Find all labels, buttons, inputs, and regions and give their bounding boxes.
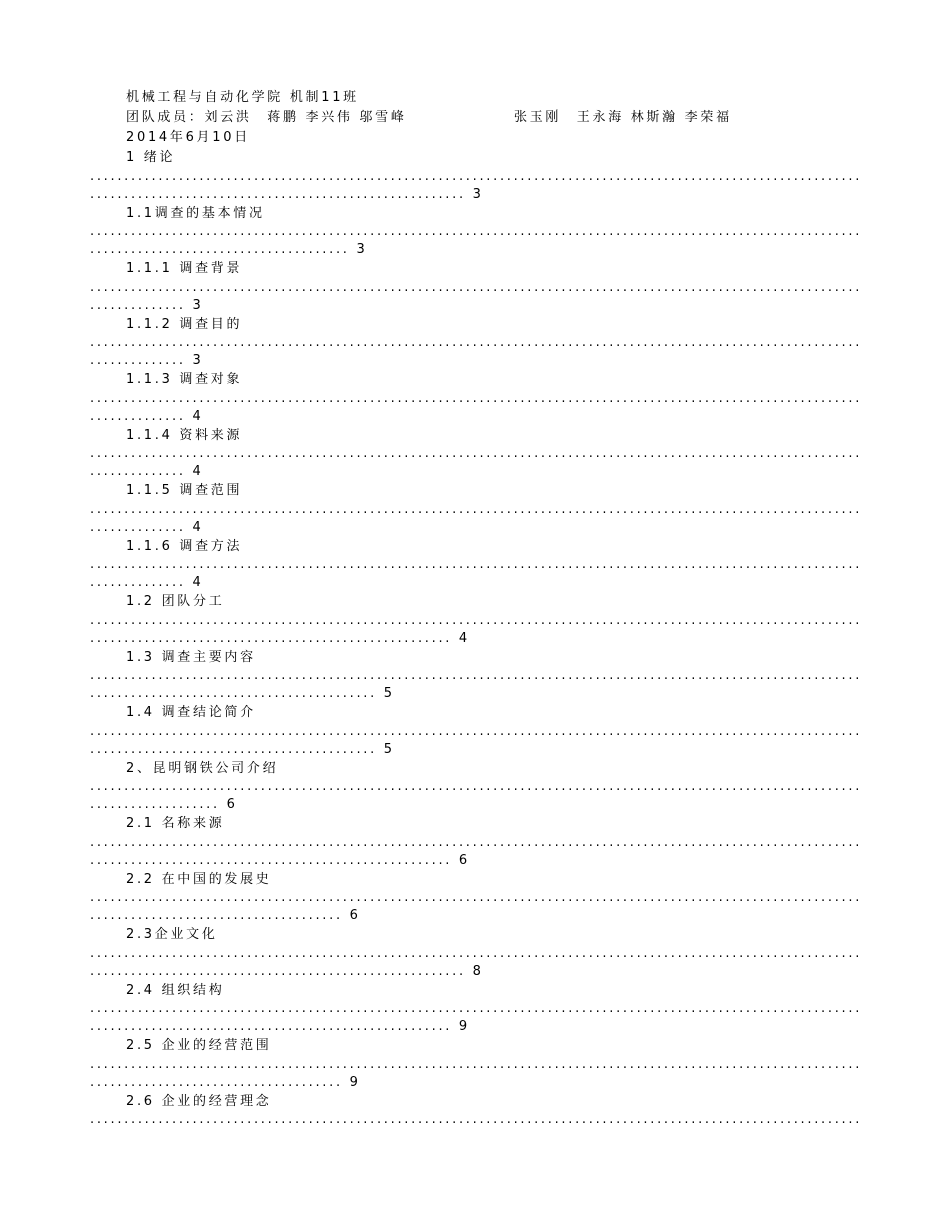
leader-line xyxy=(90,630,862,648)
table-of-contents xyxy=(90,148,862,1129)
leader-dots xyxy=(90,723,861,741)
toc-entry xyxy=(90,759,862,815)
leader-dots xyxy=(90,390,861,408)
leader-line xyxy=(90,445,862,463)
leader-line xyxy=(90,1000,862,1018)
toc-entry xyxy=(90,148,862,204)
toc-entry xyxy=(90,648,862,704)
leader-line xyxy=(90,852,862,870)
toc-entry-title: 2.3企业文化 xyxy=(126,927,218,942)
toc-entry-page: 3 xyxy=(192,353,204,368)
toc-entry-page: 9 xyxy=(349,1074,361,1090)
toc-entry-page: 6 xyxy=(226,797,238,812)
toc-entry xyxy=(90,814,862,870)
leader-line xyxy=(90,297,862,315)
leader-line xyxy=(90,834,862,852)
document-date: 2014年6月10日 xyxy=(126,130,250,145)
toc-entry xyxy=(90,259,862,315)
toc-entry xyxy=(90,481,862,537)
toc-entry-title: 1.4 调查结论简介 xyxy=(126,705,256,720)
leader-line xyxy=(90,667,862,685)
toc-entry-page: 9 xyxy=(458,1019,470,1034)
leader-dots xyxy=(90,907,343,925)
leader-line xyxy=(90,796,862,814)
team-members-right: 张玉刚 王永海 林斯瀚 李荣福 xyxy=(514,110,732,125)
toc-entry-page: 4 xyxy=(192,408,204,424)
leader-dots xyxy=(90,556,861,574)
leader-line xyxy=(90,741,862,759)
leader-dots xyxy=(90,463,186,481)
toc-entry-page: 5 xyxy=(383,741,395,757)
toc-entry-title: 1.1.6 调查方法 xyxy=(126,538,243,554)
leader-dots xyxy=(90,612,861,630)
leader-dots xyxy=(90,834,861,852)
toc-entry-title: 1.1.5 调查范围 xyxy=(126,483,243,498)
toc-entry xyxy=(90,703,862,759)
school-class-line: 机械工程与自动化学院 机制11班 xyxy=(126,90,359,105)
toc-entry-title: 1.3 调查主要内容 xyxy=(126,649,256,665)
team-members-left: 团队成员：刘云洪 蒋鹏 李兴伟 邬雪峰 xyxy=(126,110,407,125)
leader-dots xyxy=(90,297,186,315)
toc-entry-page: 4 xyxy=(192,519,204,535)
leader-dots xyxy=(90,852,452,870)
toc-entry-page: 5 xyxy=(383,686,395,701)
toc-entry xyxy=(90,1092,862,1130)
leader-line xyxy=(90,907,862,925)
leader-dots xyxy=(90,741,377,759)
toc-entry-page: 3 xyxy=(356,242,368,257)
leader-line xyxy=(90,889,862,907)
toc-entry-title: 1.2 团队分工 xyxy=(126,594,225,609)
toc-entry-title: 1.1.1 调查背景 xyxy=(126,261,243,276)
leader-line xyxy=(90,963,862,981)
leader-dots xyxy=(90,168,861,186)
leader-dots xyxy=(90,352,186,370)
leader-line xyxy=(90,723,862,741)
toc-entry-page: 3 xyxy=(472,186,484,202)
leader-line xyxy=(90,241,862,259)
leader-dots xyxy=(90,408,186,426)
leader-line xyxy=(90,1018,862,1036)
leader-line xyxy=(90,1111,862,1129)
toc-entry-title: 2.6 企业的经营理念 xyxy=(126,1093,272,1109)
leader-dots xyxy=(90,945,861,963)
toc-entry xyxy=(90,426,862,482)
toc-entry-page: 4 xyxy=(192,464,204,479)
leader-line xyxy=(90,612,862,630)
leader-line xyxy=(90,463,862,481)
toc-entry-page: 4 xyxy=(192,575,204,590)
leader-line xyxy=(90,279,862,297)
leader-dots xyxy=(90,186,466,204)
leader-dots xyxy=(90,501,861,519)
leader-line xyxy=(90,223,862,241)
toc-entry xyxy=(90,870,862,926)
leader-dots xyxy=(90,1074,343,1092)
toc-entry-title: 1.1.2 调查目的 xyxy=(126,316,243,332)
leader-line xyxy=(90,390,862,408)
toc-entry xyxy=(90,537,862,593)
team-members-line xyxy=(90,108,862,128)
toc-entry-title: 2.1 名称来源 xyxy=(126,816,225,831)
toc-entry-title: 2.5 企业的经营范围 xyxy=(126,1038,272,1053)
toc-entry xyxy=(90,592,862,648)
toc-entry-page: 4 xyxy=(458,630,470,646)
leader-dots xyxy=(90,778,861,796)
toc-entry-page: 3 xyxy=(192,297,204,313)
toc-entry-page: 6 xyxy=(349,908,361,923)
leader-line xyxy=(90,519,862,537)
leader-dots xyxy=(90,963,466,981)
page-content xyxy=(90,88,862,1129)
toc-entry-title: 1.1.4 资料来源 xyxy=(126,427,243,443)
leader-dots xyxy=(90,630,452,648)
leader-line xyxy=(90,556,862,574)
leader-line xyxy=(90,574,862,592)
leader-line xyxy=(90,186,862,204)
toc-entry-title: 2.4 组织结构 xyxy=(126,982,225,998)
leader-dots xyxy=(90,685,377,703)
leader-dots xyxy=(90,1056,861,1074)
toc-entry xyxy=(90,315,862,371)
leader-line xyxy=(90,168,862,186)
toc-entry xyxy=(90,370,862,426)
leader-dots xyxy=(90,574,186,592)
leader-dots xyxy=(90,667,861,685)
leader-dots xyxy=(90,889,861,907)
leader-line xyxy=(90,408,862,426)
toc-entry-title: 1 绪论 xyxy=(126,150,176,165)
leader-dots xyxy=(90,241,350,259)
leader-line xyxy=(90,685,862,703)
leader-dots xyxy=(90,519,186,537)
toc-entry-title: 2、昆明钢铁公司介绍 xyxy=(126,760,279,776)
toc-entry-page: 8 xyxy=(472,963,484,979)
toc-entry xyxy=(90,1036,862,1092)
leader-dots xyxy=(90,1111,861,1129)
leader-line xyxy=(90,501,862,519)
leader-line xyxy=(90,778,862,796)
toc-entry xyxy=(90,925,862,981)
toc-entry xyxy=(90,204,862,260)
leader-line xyxy=(90,945,862,963)
document-header xyxy=(90,88,862,148)
leader-line xyxy=(90,1074,862,1092)
leader-dots xyxy=(90,223,861,241)
toc-entry xyxy=(90,981,862,1037)
leader-dots xyxy=(90,1000,861,1018)
toc-entry-page: 6 xyxy=(458,852,470,868)
leader-dots xyxy=(90,796,220,814)
leader-dots xyxy=(90,334,861,352)
leader-dots xyxy=(90,445,861,463)
leader-dots xyxy=(90,1018,452,1036)
toc-entry-title: 1.1调查的基本情况 xyxy=(126,205,265,221)
toc-entry-title: 2.2 在中国的发展史 xyxy=(126,871,272,887)
leader-dots xyxy=(90,279,861,297)
toc-entry-title: 1.1.3 调查对象 xyxy=(126,372,243,387)
leader-line xyxy=(90,352,862,370)
leader-line xyxy=(90,334,862,352)
leader-line xyxy=(90,1056,862,1074)
